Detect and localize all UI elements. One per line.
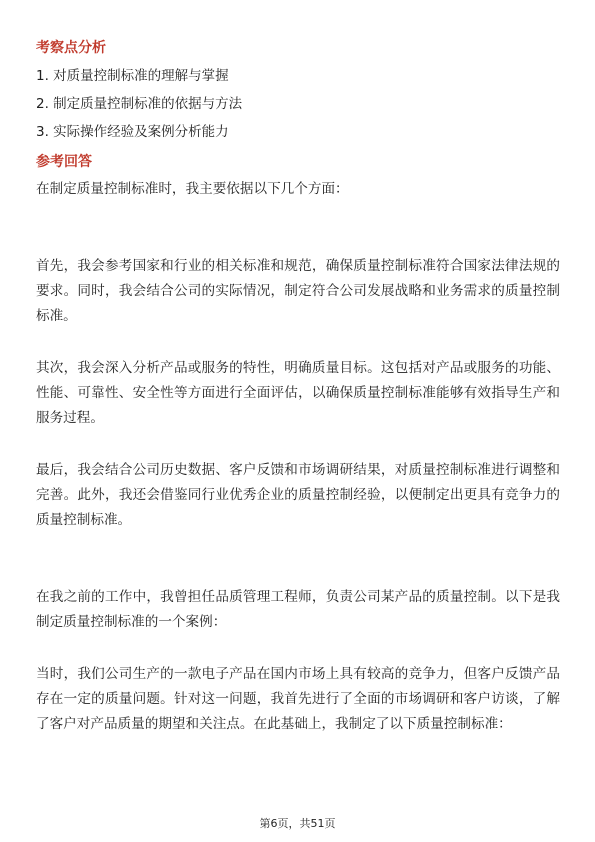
section-heading-answer: 参考回答 — [36, 154, 92, 170]
paragraph: 当时，我们公司生产的一款电子产品在国内市场上具有较高的竞争力，但客户反馈产品存在一定的质量问题。针对这一问题，我首先进行了全面的市场调研和客户访谈，了解了客户对产品质量的期望和关注点。在此基础上，我制定了以下质量控制标准： — [36, 666, 560, 732]
paragraph: 首先，我会参考国家和行业的相关标准和规范，确保质量控制标准符合国家法律法规的要求。同时，我会结合公司的实际情况，制定符合公司发展战略和业务需求的质量控制标准。 — [36, 258, 560, 324]
paragraph: 最后，我会结合公司历史数据、客户反馈和市场调研结果，对质量控制标准进行调整和完善。此外，我还会借鉴同行业优秀企业的质量控制经验，以便制定出更具有竞争力的质量控制标准。 — [36, 462, 560, 528]
page-number: 第6页，共51页 — [259, 817, 336, 830]
list-item: 1. 对质量控制标准的理解与掌握 — [36, 68, 229, 84]
section-heading-analysis: 考察点分析 — [36, 40, 106, 56]
paragraph: 其次，我会深入分析产品或服务的特性，明确质量目标。这包括对产品或服务的功能、性能、可靠性、安全性等方面进行全面评估，以确保质量控制标准能够有效指导生产和服务过程。 — [36, 360, 560, 426]
paragraph: 在我之前的工作中，我曾担任品质管理工程师，负责公司某产品的质量控制。以下是我制定质量控制标准的一个案例： — [36, 589, 560, 630]
list-item: 2. 制定质量控制标准的依据与方法 — [36, 96, 243, 112]
list-item: 3. 实际操作经验及案例分析能力 — [36, 124, 229, 140]
paragraph: 在制定质量控制标准时，我主要依据以下几个方面： — [36, 181, 349, 197]
